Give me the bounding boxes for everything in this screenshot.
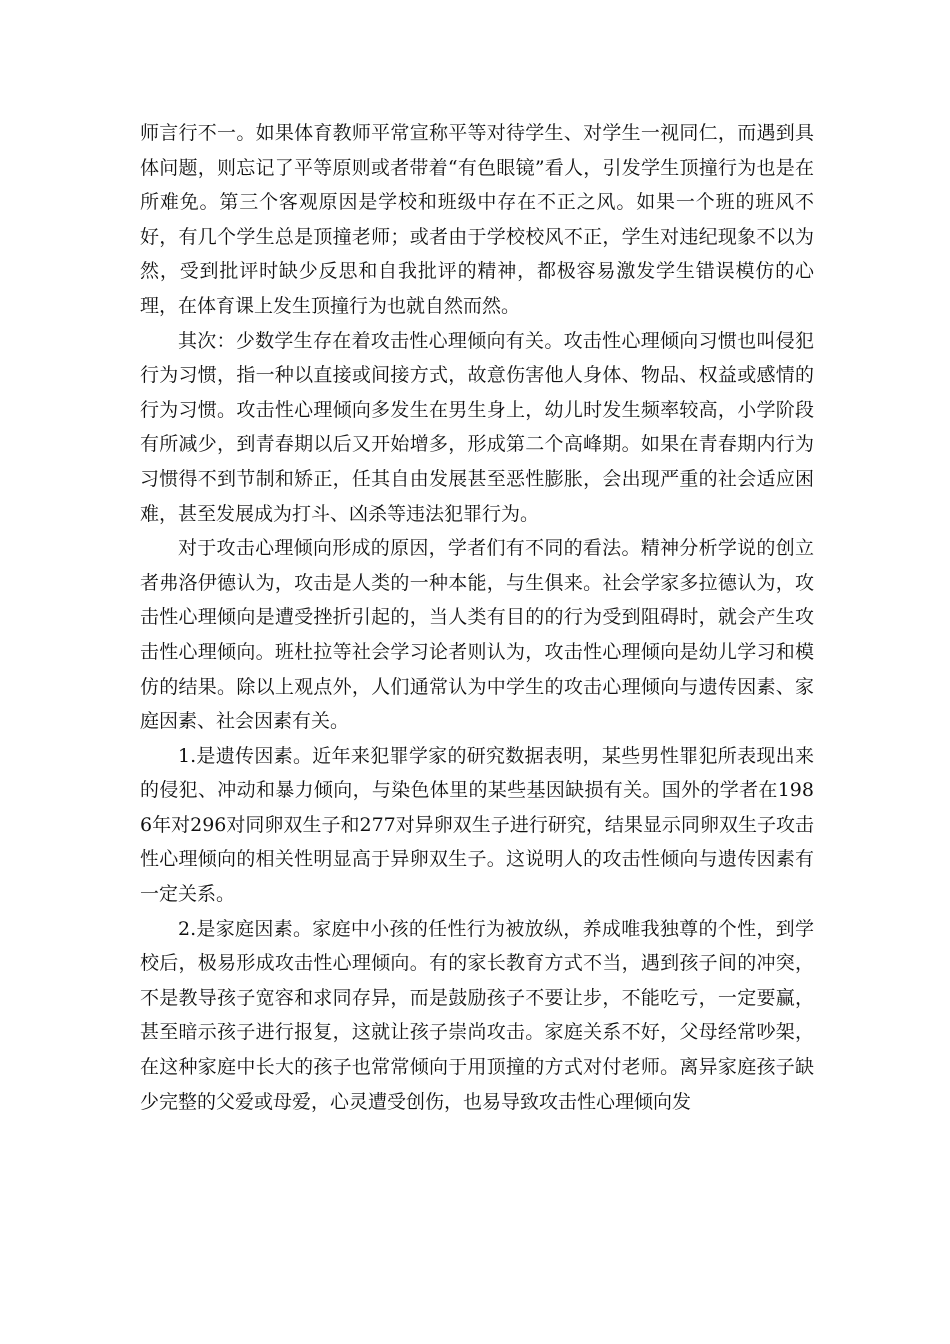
paragraph-continuation: 师言行不一。如果体育教师平常宣称平等对待学生、对学生一视同仁，而遇到具体问题，则忘记了平等原则或者带着“有色眼镜”看人，引发学生顶撞行为也是在所难免。第三个客观原因是学校和班级中存在不正之风。如果一个班的班风不好，有几个学生总是顶撞老师；或者由于学校校风不正，学生对违纪现象不以为然，受到批评时缺少反思和自我批评的精神，都极容易激发学生错误模仿的心理，在体育课上发生顶撞行为也就自然而然。 [140,122,814,317]
paragraph-secondly: 其次：少数学生存在着攻击性心理倾向有关。攻击性心理倾向习惯也叫侵犯行为习惯，指一种以直接或间接方式，故意伤害他人身体、物品、权益或感情的行为习惯。攻击性心理倾向多发生在男生身上，幼儿时发生频率较高，小学阶段有所减少，到青春期以后又开始增多，形成第二个高峰期。如果在青春期内行为习惯得不到节制和矫正，任其自由发展甚至恶性膨胀，会出现严重的社会适应困难，甚至发展成为打斗、凶杀等违法犯罪行为。 [140,329,814,525]
paragraph-family-factors: 2.是家庭因素。家庭中小孩的任性行为被放纵，养成唯我独尊的个性，到学校后，极易形成攻击性心理倾向。有的家长教育方式不当，遇到孩子间的冲突，不是教导孩子宽容和求同存异，而是鼓励孩子不要让步，不能吃亏，一定要赢，甚至暗示孩子进行报复，这就让孩子崇尚攻击。家庭关系不好，父母经常吵架，在这种家庭中长大的孩子也常常倾向于用顶撞的方式对付老师。离异家庭孩子缺少完整的父爱或母爱，心灵遭受创伤，也易导致攻击性心理倾向发 [140,917,814,1113]
document-page [140,116,814,1119]
paragraph-genetic-factors: 1.是遗传因素。近年来犯罪学家的研究数据表明，某些男性罪犯所表现出来的侵犯、冲动和暴力倾向，与染色体里的某些基因缺损有关。国外的学者在1986年对296对同卵双生子和277对异卵双生子进行研究，结果显示同卵双生子攻击性心理倾向的相关性明显高于异卵双生子。这说明人的攻击性倾向与遗传因素有一定关系。 [140,744,814,906]
paragraph-causes: 对于攻击心理倾向形成的原因，学者们有不同的看法。精神分析学说的创立者弗洛伊德认为，攻击是人类的一种本能，与生俱来。社会学家多拉德认为，攻击性心理倾向是遭受挫折引起的，当人类有目的的行为受到阻碍时，就会产生攻击性心理倾向。班杜拉等社会学习论者则认为，攻击性心理倾向是幼儿学习和模仿的结果。除以上观点外，人们通常认为中学生的攻击心理倾向与遗传因素、家庭因素、社会因素有关。 [140,537,814,733]
